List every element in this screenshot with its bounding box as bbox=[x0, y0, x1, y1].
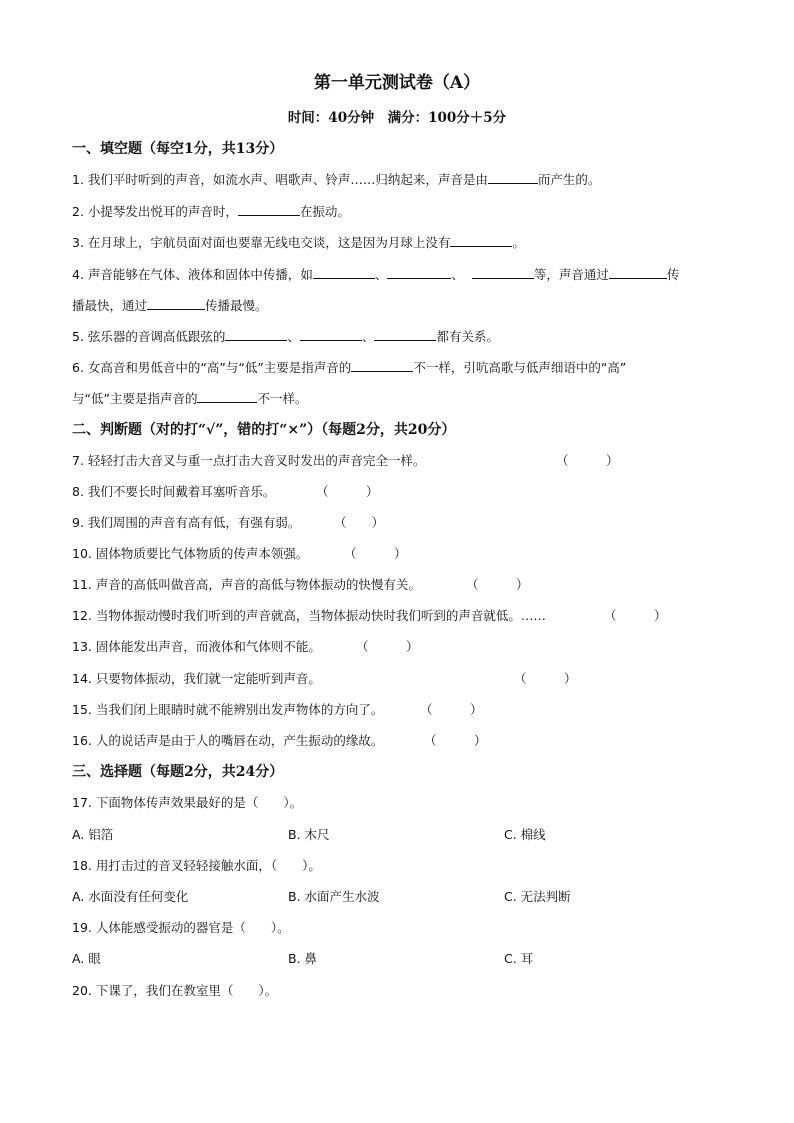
answer-blank[interactable] bbox=[450, 233, 512, 247]
answer-parentheses[interactable]: （ ） bbox=[316, 484, 379, 499]
question-20: 20. 下课了，我们在教室里（ ）。 bbox=[72, 983, 278, 998]
section-choice-heading: 三、选择题（每题2分，共24分） bbox=[72, 764, 284, 780]
section-fill-heading: 一、填空题（每空1分，共13分） bbox=[72, 141, 284, 157]
exam-info: 时间：40分钟 满分：100分＋5分 bbox=[287, 110, 507, 126]
answer-parentheses[interactable]: （ ） bbox=[356, 639, 419, 654]
question-1: 1. 我们平时听到的声音，如流水声、唱歌声、铃声……归纳起来，声音是由 而产生的。 bbox=[72, 172, 601, 187]
answer-blank[interactable] bbox=[351, 358, 413, 372]
option-a[interactable]: A. 水面没有任何变化 bbox=[72, 889, 189, 904]
answer-blank[interactable] bbox=[313, 265, 375, 279]
option-b[interactable]: B. 木尺 bbox=[288, 827, 330, 842]
answer-blank[interactable] bbox=[147, 296, 205, 310]
answer-parentheses[interactable]: （ ） bbox=[466, 577, 529, 592]
question-12: 12. 当物体振动慢时我们听到的声音就高，当物体振动快时我们听到的声音就低。…… bbox=[72, 608, 546, 623]
answer-blank[interactable] bbox=[225, 327, 287, 341]
answer-parentheses[interactable]: （ ） bbox=[556, 453, 619, 468]
option-c[interactable]: C. 无法判断 bbox=[504, 889, 571, 904]
question-8: 8. 我们不要长时间戴着耳塞听音乐。 bbox=[72, 484, 276, 499]
option-a[interactable]: A. 眼 bbox=[72, 951, 101, 966]
answer-parentheses[interactable]: （ ） bbox=[344, 546, 407, 561]
answer-parentheses[interactable]: （ ） bbox=[514, 671, 577, 686]
answer-blank[interactable] bbox=[300, 327, 362, 341]
option-c[interactable]: C. 耳 bbox=[504, 951, 534, 966]
question-6-line-1: 6. 女高音和男低音中的“高”与“低”主要是指声音的 不一样，引吭高歌与低声细语中的“高” bbox=[72, 360, 627, 375]
option-b[interactable]: B. 鼻 bbox=[288, 951, 318, 966]
answer-parentheses[interactable]: （ ） bbox=[604, 608, 667, 623]
question-7: 7. 轻轻打击大音叉与重一点打击大音叉时发出的声音完全一样。 bbox=[72, 453, 426, 468]
answer-parentheses[interactable]: （ ） bbox=[424, 733, 487, 748]
option-b[interactable]: B. 水面产生水波 bbox=[288, 889, 380, 904]
answer-blank[interactable] bbox=[472, 265, 534, 279]
question-19: 19. 人体能感受振动的器官是（ ）。 bbox=[72, 920, 290, 935]
option-c[interactable]: C. 棉线 bbox=[504, 827, 546, 842]
question-17: 17. 下面物体传声效果最好的是（ ）。 bbox=[72, 795, 303, 810]
question-4-line-1: 4. 声音能够在气体、液体和固体中传播，如 、 、 等，声音通过 传 bbox=[72, 267, 680, 282]
answer-parentheses[interactable]: （ ） bbox=[334, 515, 385, 530]
answer-blank[interactable] bbox=[238, 202, 300, 216]
question-5: 5. 弦乐器的音调高低跟弦的 、 、 都有关系。 bbox=[72, 329, 499, 344]
answer-blank[interactable] bbox=[609, 265, 667, 279]
question-16: 16. 人的说话声是由于人的嘴唇在动，产生振动的缘故。 bbox=[72, 733, 384, 748]
page-title: 第一单元测试卷（A） bbox=[313, 73, 481, 93]
question-4-line-2: 播最快，通过 传播最慢。 bbox=[72, 298, 268, 313]
question-18: 18. 用打击过的音叉轻轻接触水面，（ ）。 bbox=[72, 858, 321, 873]
question-10: 10. 固体物质要比气体物质的传声本领强。 bbox=[72, 546, 309, 561]
answer-blank[interactable] bbox=[374, 327, 436, 341]
question-14: 14. 只要物体振动，我们就一定能听到声音。 bbox=[72, 671, 321, 686]
section-judge-heading: 二、判断题（对的打“√”，错的打“×”）（每题2分，共20分） bbox=[72, 422, 456, 438]
answer-blank[interactable] bbox=[488, 170, 538, 184]
answer-parentheses[interactable]: （ ） bbox=[420, 702, 483, 717]
question-13: 13. 固体能发出声音，而液体和气体则不能。 bbox=[72, 639, 321, 654]
question-3: 3. 在月球上，宇航员面对面也要靠无线电交谈，这是因为月球上没有 。 bbox=[72, 235, 525, 250]
question-6-line-2: 与“低”主要是指声音的 不一样。 bbox=[72, 391, 308, 406]
question-11: 11. 声音的高低叫做音高，声音的高低与物体振动的快慢有关。 bbox=[72, 577, 421, 592]
question-15: 15. 当我们闭上眼睛时就不能辨别出发声物体的方向了。 bbox=[72, 702, 384, 717]
answer-blank[interactable] bbox=[387, 265, 451, 279]
answer-blank[interactable] bbox=[197, 389, 257, 403]
question-9: 9. 我们周围的声音有高有低，有强有弱。 bbox=[72, 515, 301, 530]
option-a[interactable]: A. 铝箔 bbox=[72, 827, 114, 842]
question-2: 2. 小提琴发出悦耳的声音时， 在振动。 bbox=[72, 204, 350, 219]
